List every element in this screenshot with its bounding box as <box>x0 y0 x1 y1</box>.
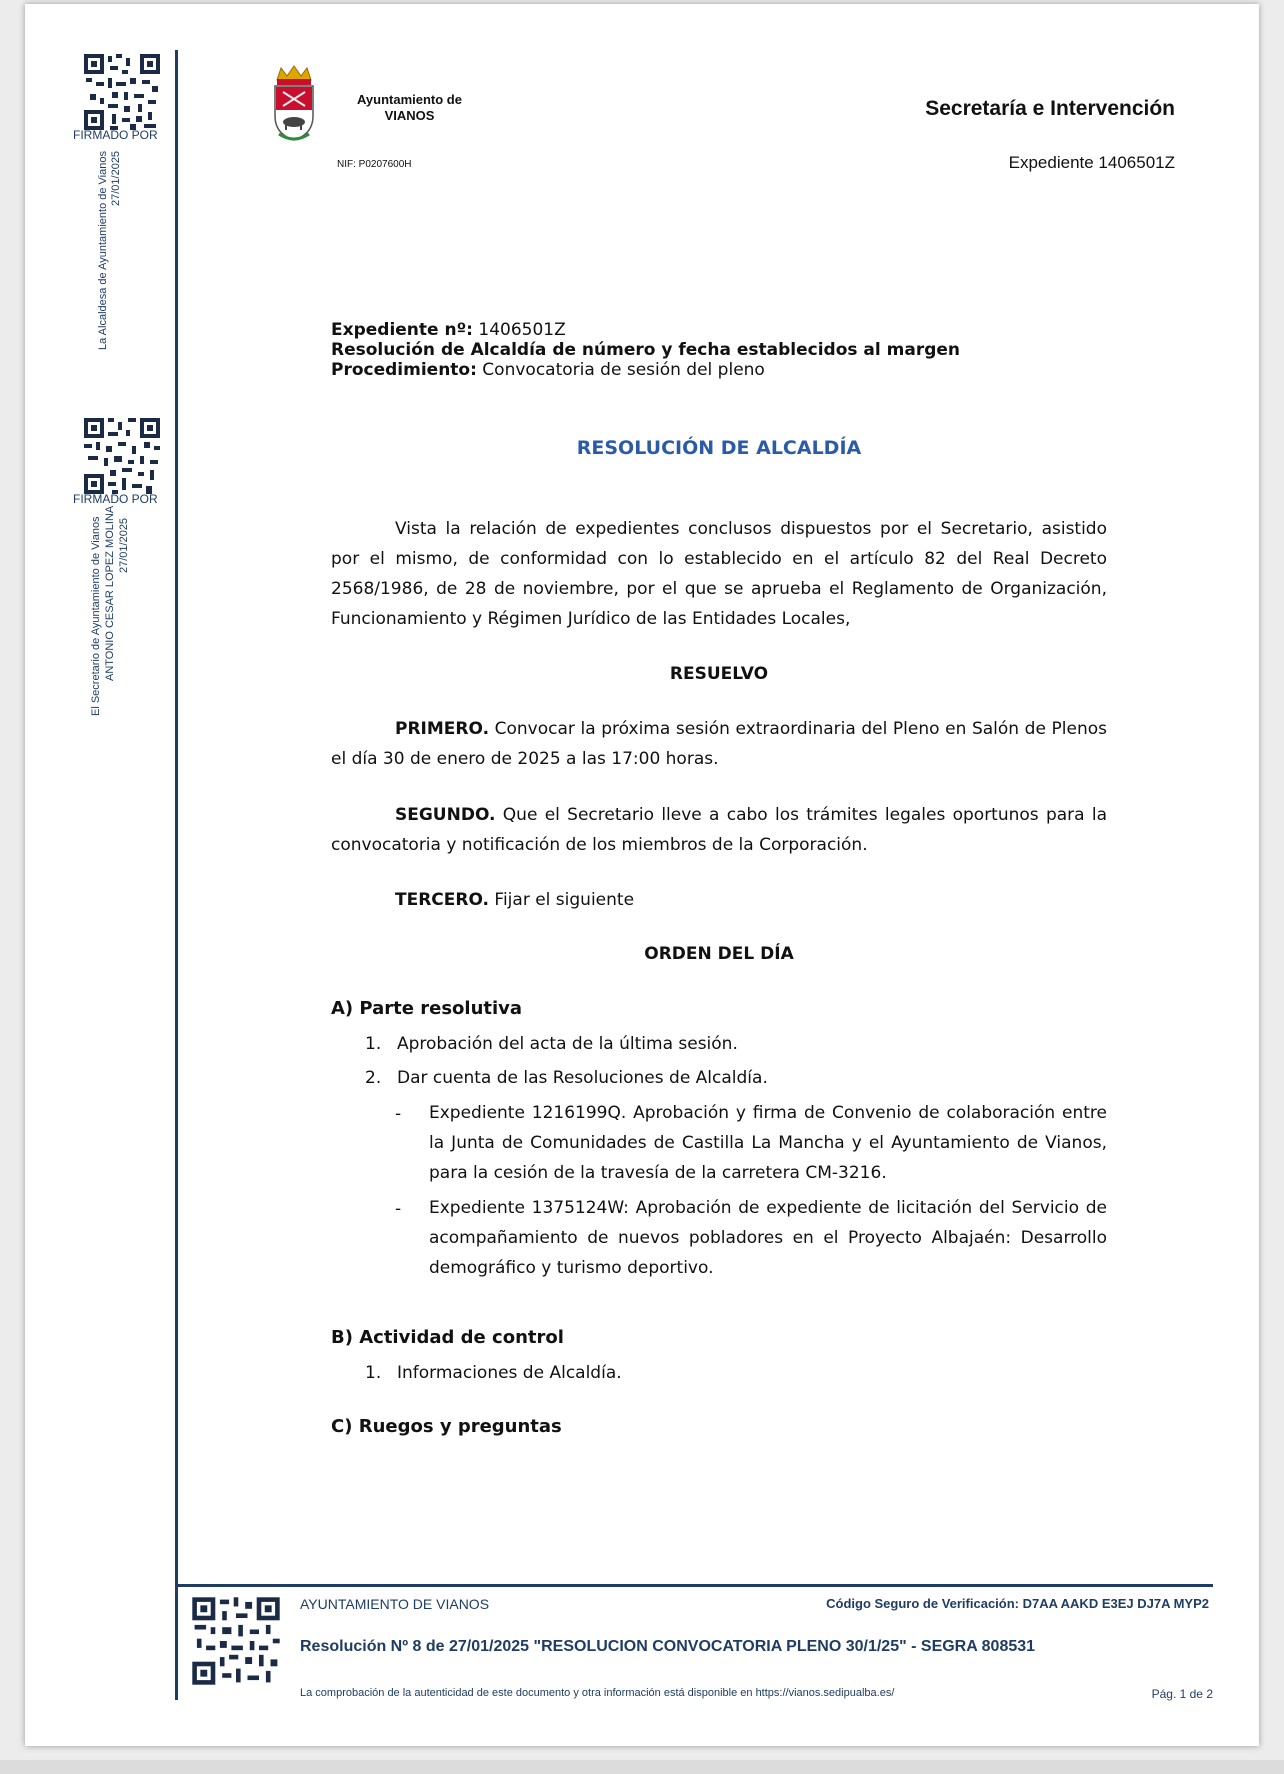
intro-paragraph: Vista la relación de expedientes conclusos dispuestos por el Secretario, asistido por el mismo, de conformidad con lo establecido en el artículo 82 del Real Decreto 2568/1986, de 28 de noviembre, por el que se aprueba el Reglamento de Organización, Funcionamiento y Régimen Jurídico de las Entidades Locales, <box>331 519 1107 629</box>
tercero-label: TERCERO. <box>395 890 490 910</box>
procedimiento-value: Convocatoria de sesión del pleno <box>476 360 765 380</box>
sub-list-item-text: Expediente 1216199Q. Aprobación y firma de Convenio de colaboración entre la Junta de Comunidades de Castilla La Mancha y el Ayuntamiento de Vianos, para la cesión de la travesía de la carretera CM-3216. <box>429 1103 1107 1183</box>
intro-paragraph-wrap <box>331 514 1107 634</box>
list-item-number: 1. <box>365 1034 382 1054</box>
document-header <box>331 320 1107 380</box>
department-title: Secretaría e Intervención <box>925 97 1175 120</box>
ayuntamiento-line1: Ayuntamiento de <box>357 92 462 107</box>
procedimiento-label: Procedimiento: <box>331 360 477 380</box>
list-item-number: 2. <box>365 1068 382 1088</box>
header-expediente: Expediente 1406501Z <box>1008 153 1175 172</box>
dash-bullet: - <box>395 1199 402 1219</box>
document-page <box>25 4 1259 1746</box>
signature-2-role: El Secretario de Ayuntamiento de Vianos <box>90 516 102 716</box>
primero-block <box>331 714 1107 774</box>
firmado-por-label-2: FIRMADO POR <box>73 492 158 506</box>
ayuntamiento-name <box>357 92 462 124</box>
primero-text: Convocar la próxima sesión extraordinaria del Pleno en Salón de Plenos el día 30 de enero de 2025 a las 17:00 horas. <box>331 719 1107 769</box>
signature-2-name: ANTONIO CESAR LOPEZ MOLINA <box>104 505 116 681</box>
segundo-block <box>331 800 1107 860</box>
sub-list-item <box>395 1193 1107 1283</box>
firmado-por-label-1: FIRMADO POR <box>73 128 158 142</box>
list-item-number: 1. <box>365 1363 382 1383</box>
footer-resolucion: Resolución Nº 8 de 27/01/2025 "RESOLUCION CONVOCATORIA PLENO 30/1/25" - SEGRA 808531 <box>300 1638 1036 1655</box>
document-title: RESOLUCIÓN DE ALCALDÍA <box>576 437 862 459</box>
sub-list-item-text: Expediente 1375124W: Aprobación de expediente de licitación del Servicio de acompañamiento de nuevos pobladores en el Proyecto Albajaén: Desarrollo demográfico y turismo deportivo. <box>429 1198 1107 1278</box>
signature-1-date: 27/01/2025 <box>110 150 122 206</box>
segundo-paragraph <box>331 800 1107 860</box>
list-item <box>365 1068 768 1088</box>
footer-page-number: Pág. 1 de 2 <box>1151 1687 1213 1701</box>
section-a-heading: A) Parte resolutiva <box>331 998 523 1019</box>
resuelvo-heading: RESUELVO <box>669 664 769 684</box>
expediente-value: 1406501Z <box>472 320 566 340</box>
signature-2-date: 27/01/2025 <box>118 517 130 573</box>
primero-paragraph <box>331 714 1107 774</box>
viewer-bottom-strip <box>0 1760 1284 1774</box>
tercero-paragraph <box>331 885 1107 915</box>
footer-rule <box>178 1584 1213 1587</box>
expediente-line <box>331 320 1107 340</box>
segundo-label: SEGUNDO. <box>395 805 496 825</box>
list-item-text: Informaciones de Alcaldía. <box>397 1363 622 1383</box>
nif-text: NIF: P0207600H <box>337 159 412 170</box>
left-margin-rule <box>175 50 178 1700</box>
ayuntamiento-line2: VIANOS <box>384 108 435 123</box>
sub-list-item <box>395 1098 1107 1188</box>
qr-code-2 <box>82 416 162 496</box>
qr-code-1 <box>82 52 162 132</box>
primero-label: PRIMERO. <box>395 719 490 739</box>
footer-ayuntamiento: AYUNTAMIENTO DE VIANOS <box>300 1596 490 1612</box>
list-item-text: Dar cuenta de las Resoluciones de Alcaldía. <box>397 1068 768 1088</box>
dash-bullet: - <box>395 1104 402 1124</box>
segundo-text: Que el Secretario lleve a cabo los trámites legales oportunos para la convocatoria y notificación de los miembros de la Corporación. <box>331 805 1107 855</box>
tercero-block <box>331 885 1107 915</box>
coat-of-arms-logo <box>271 64 317 144</box>
footer-qr-code <box>190 1595 282 1687</box>
signature-1-role: La Alcaldesa de Ayuntamiento de Vianos <box>97 151 109 350</box>
footer-csv: Código Seguro de Verificación: D7AA AAKD E3EJ DJ7A MYP2 <box>826 1596 1209 1611</box>
procedimiento-line <box>331 360 1107 380</box>
expediente-label: Expediente nº: <box>331 320 473 340</box>
list-item <box>365 1034 738 1054</box>
resolucion-line: Resolución de Alcaldía de número y fecha establecidos al margen <box>331 340 961 360</box>
orden-del-dia-heading: ORDEN DEL DÍA <box>644 944 794 964</box>
footer-verification-text: La comprobación de la autenticidad de este documento y otra información está disponible en https://vianos.sedipualba.es/ <box>300 1687 895 1699</box>
section-b-heading: B) Actividad de control <box>331 1327 564 1348</box>
list-item-text: Aprobación del acta de la última sesión. <box>397 1034 738 1054</box>
list-item <box>365 1363 622 1383</box>
tercero-text: Fijar el siguiente <box>489 890 635 910</box>
section-c-heading: C) Ruegos y preguntas <box>331 1416 562 1437</box>
